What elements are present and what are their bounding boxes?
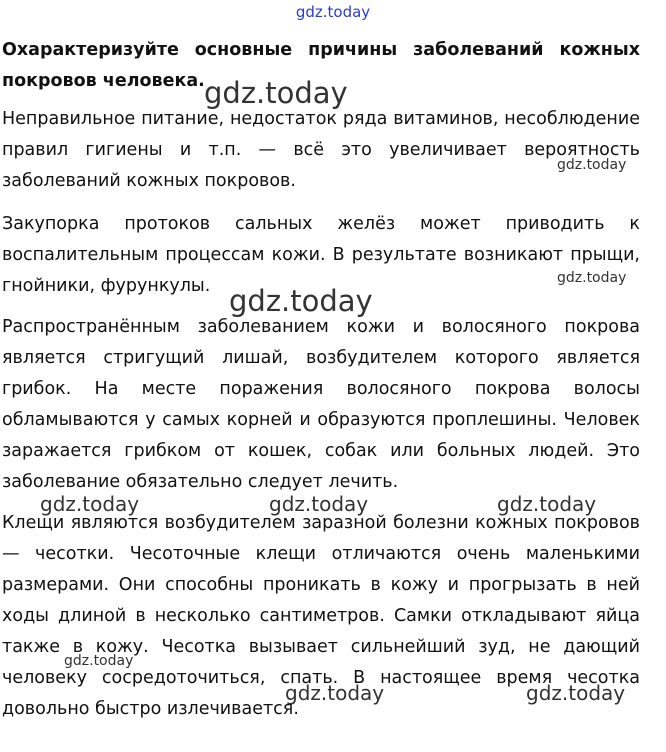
answer-paragraph-4: Клещи являются возбудителем заразной болезни кожных покровов — чесотки. Чесоточные клещи отличаются очень маленькими размерами. Они способны проникать в кожу и прогрызать в ней ходы длиной в несколько сантиметров. Самки откладывают яйца также в кожу. Чесотка вызывает сильнейший зуд, не дающий человеку сосредоточиться, спать. В настоящее время чесотка довольно быстро излечивается. — [2, 513, 640, 719]
answer-paragraph-3: Распространённым заболеванием кожи и волосяного покрова является стригущий лишай, возбудителем которого является грибок. На месте поражения волосяного покрова волосы обламываются у самых корней и образуются проплешины. Человек заражается грибком от кошек, собак или больных людей. Это заболевание обязательно следует лечить. — [2, 317, 640, 492]
header-watermark: gdz.today — [295, 3, 371, 21]
watermark: gdz.today — [269, 492, 369, 516]
watermark: gdz.today — [64, 653, 134, 669]
answer-paragraph-2: Закупорка протоков сальных желёз может приводить к воспалительным процессам кожи. В результате возникают прыщи, гнойники, фурункулы. — [2, 214, 640, 296]
answer-paragraph-1: Неправильное питание, недостаток ряда витаминов, несоблюдение правил гигиены и т.п. — всё это увеличивает вероятность заболеваний кожных покровов. — [2, 109, 640, 191]
watermark: gdz.today — [229, 284, 373, 318]
watermark: gdz.today — [40, 492, 140, 516]
watermark: gdz.today — [526, 681, 626, 705]
watermark: gdz.today — [285, 681, 385, 705]
watermark: gdz.today — [557, 157, 627, 173]
watermark: gdz.today — [204, 76, 348, 110]
watermark: gdz.today — [557, 270, 627, 286]
question-title: Охарактеризуйте основные причины заболеваний кожных покровов человека. — [2, 40, 640, 91]
watermark: gdz.today — [497, 492, 597, 516]
